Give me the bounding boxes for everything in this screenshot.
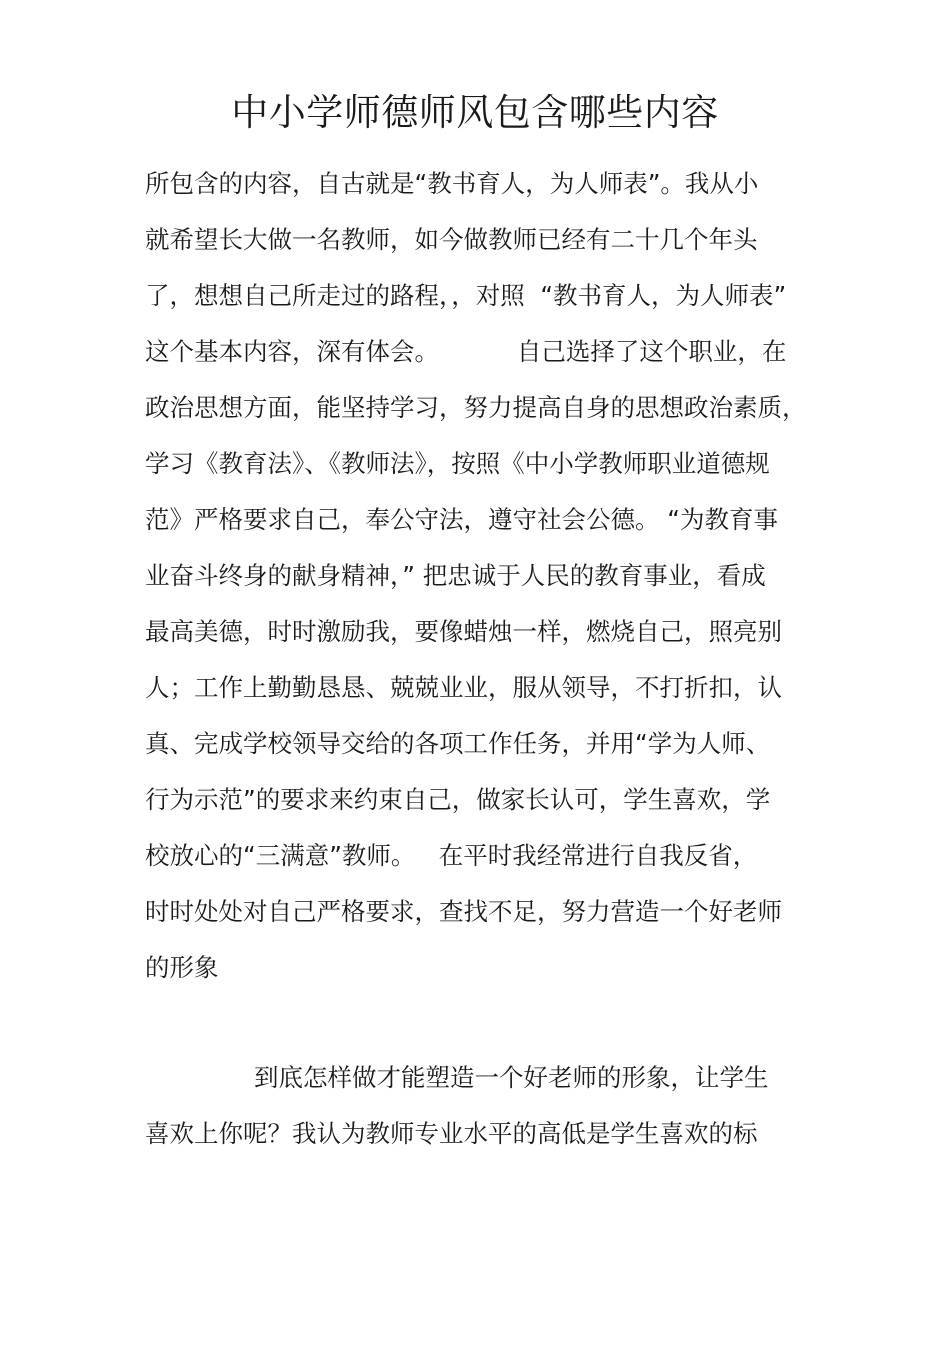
body-line: 范》严格要求自己，奉公守法，遵守社会公德。 “为教育事 [145,505,778,534]
body-line: 了，想想自己所走过的路程，，对照 “教书育人，为人师表” [145,281,787,310]
body-line: 时时处处对自己严格要求，查找不足，努力营造一个好老师 [145,897,782,926]
body-line: 真、完成学校领导交给的各项工作任务，并用“学为人师、 [145,729,771,758]
body-line: 政治思想方面，能坚持学习，努力提高自身的思想政治素质， [145,393,807,422]
body-line: 就希望长大做一名教师，如今做教师已经有二十几个年头 [145,225,758,254]
body-line: 行为示范”的要求来约束自己，做家长认可，学生喜欢，学 [145,785,771,814]
body-line: 到底怎样做才能塑造一个好老师的形象，让学生 [145,1063,769,1092]
body-line: 最高美德，时时激励我，要像蜡烛一样，燃烧自己，照亮别 [145,617,782,646]
body-line: 业奋斗终身的献身精神，” 把忠诚于人民的教育事业，看成 [145,561,766,590]
body-line: 校放心的“三满意”教师。 在平时我经常进行自我反省， [145,841,758,870]
document-title: 中小学师德师风包含哪些内容 [231,91,719,134]
body-line: 喜欢上你呢？我认为教师专业水平的高低是学生喜欢的标 [145,1119,758,1148]
body-line: 的形象 [145,953,219,982]
body-line: 人；工作上勤勤恳恳、兢兢业业，服从领导，不打折扣，认 [145,673,782,702]
body-line: 这个基本内容，深有体会。 自己选择了这个职业，在 [145,337,787,366]
body-line: 学习《教育法》、《教师法》，按照《中小学教师职业道德规 [145,449,770,478]
body-line: 所包含的内容，自古就是“教书育人，为人师表”。我从小 [145,169,759,198]
